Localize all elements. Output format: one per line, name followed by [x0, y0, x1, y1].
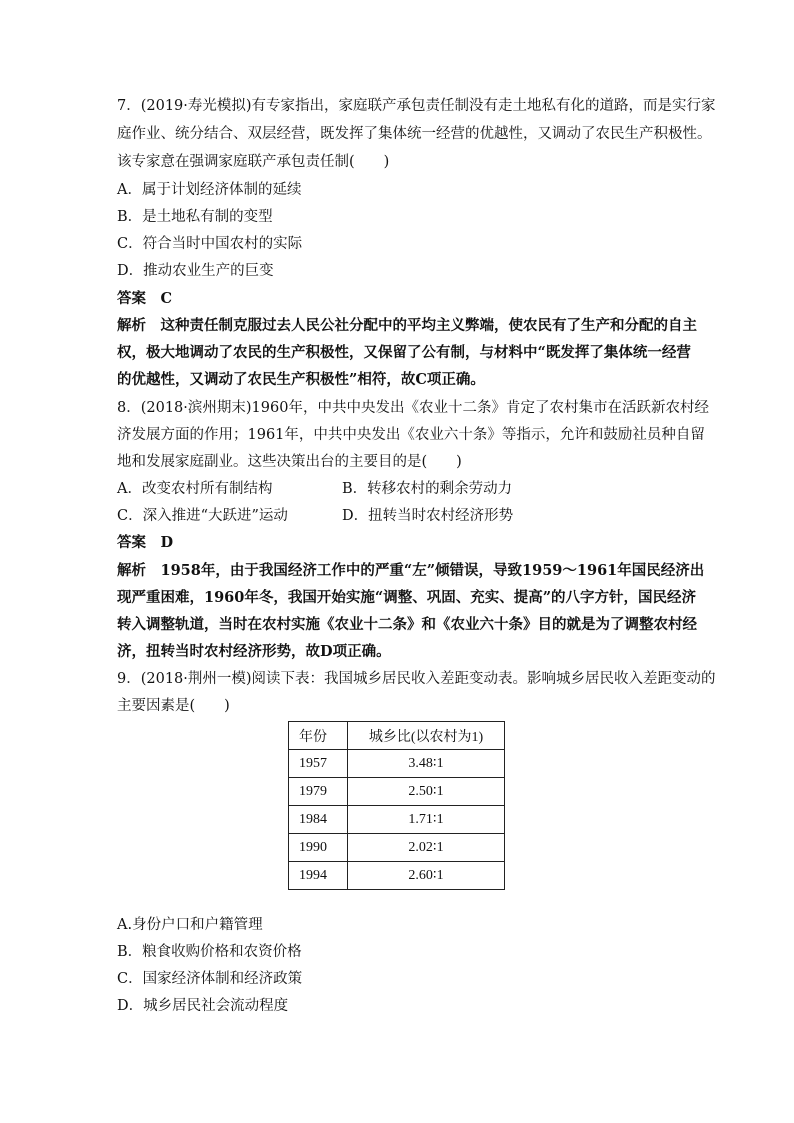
- q8-option-c: C．深入推进“大跃进”运动: [117, 508, 288, 524]
- q8-stem-line3: 地和发展家庭副业。这些决策出台的主要目的是( ): [117, 454, 462, 470]
- table-row: [289, 750, 505, 778]
- q8-explanation-line4: 济，扭转当时农村经济形势，故D项正确。: [117, 643, 391, 660]
- table-row: [289, 862, 505, 890]
- q8-explanation-line2: 现严重困难，1960年冬，我国开始实施“调整、巩固、充实、提高”的八字方针，国民经济: [117, 589, 697, 606]
- q7-option-d: D．推动农业生产的巨变: [117, 263, 274, 279]
- q8-explanation-line1: 解析 1958年，由于我国经济工作中的严重“左”倾错误，导致1959～1961年国民经济出: [117, 562, 705, 579]
- table-cell-year: 1984: [289, 806, 348, 834]
- q9-stem-line1: 9．(2018·荆州一模)阅读下表：我国城乡居民收入差距变动表。影响城乡居民收入差距变动的: [117, 671, 716, 687]
- q9-option-c: C．国家经济体制和经济政策: [117, 971, 303, 987]
- q8-option-a: A．改变农村所有制结构: [117, 481, 273, 497]
- table-cell-year: 1994: [289, 862, 348, 890]
- table-cell-ratio: 2.02∶1: [348, 834, 505, 862]
- q9-option-d: D．城乡居民社会流动程度: [117, 998, 289, 1014]
- table-cell-ratio: 2.50∶1: [348, 778, 505, 806]
- table-cell-ratio: 1.71∶1: [348, 806, 505, 834]
- q7-answer: 答案 C: [117, 290, 173, 307]
- table-cell-year: 1957: [289, 750, 348, 778]
- q7-stem-line2: 庭作业、统分结合、双层经营，既发挥了集体统一经营的优越性，又调动了农民生产积极性。: [117, 126, 712, 142]
- q8-stem-line1: 8．(2018·滨州期末)1960年，中共中央发出《农业十二条》肯定了农村集市在活跃新农村经: [117, 400, 709, 416]
- table-cell-ratio: 3.48∶1: [348, 750, 505, 778]
- table-header-year: 年份: [289, 722, 348, 750]
- q7-stem-line1: 7．(2019·寿光模拟)有专家指出，家庭联产承包责任制没有走土地私有化的道路，而是实行家: [117, 98, 716, 114]
- table-row: [289, 806, 505, 834]
- q7-option-a: A．属于计划经济体制的延续: [117, 182, 302, 198]
- q8-option-b: B．转移农村的剩余劳动力: [342, 481, 513, 497]
- q7-explanation-line1: 解析 这种责任制克服过去人民公社分配中的平均主义弊端，使农民有了生产和分配的自主: [117, 317, 697, 334]
- table-row: [289, 834, 505, 862]
- table-row: [289, 778, 505, 806]
- q9-option-b: B．粮食收购价格和农资价格: [117, 944, 302, 960]
- income-gap-table: [288, 721, 505, 890]
- table-header-ratio: 城乡比(以农村为1): [348, 722, 505, 750]
- q8-answer: 答案 D: [117, 534, 174, 551]
- table-cell-year: 1979: [289, 778, 348, 806]
- q8-option-d: D．扭转当时农村经济形势: [342, 508, 514, 524]
- table-cell-year: 1990: [289, 834, 348, 862]
- q7-stem-line3: 该专家意在强调家庭联产承包责任制( ): [117, 154, 390, 170]
- q8-explanation-line3: 转入调整轨道，当时在农村实施《农业十二条》和《农业六十条》目的就是为了调整农村经: [117, 616, 697, 633]
- table-cell-ratio: 2.60∶1: [348, 862, 505, 890]
- q9-stem-line2: 主要因素是( ): [117, 698, 230, 714]
- q8-stem-line2: 济发展方面的作用；1961年，中共中央发出《农业六十条》等指示，允许和鼓励社员种自留: [117, 427, 705, 443]
- q9-option-a: A.身份户口和户籍管理: [117, 917, 263, 933]
- table-header-row: [289, 722, 505, 750]
- q7-explanation-line2: 权，极大地调动了农民的生产积极性，又保留了公有制，与材料中“既发挥了集体统一经营: [117, 344, 691, 361]
- q7-option-c: C．符合当时中国农村的实际: [117, 236, 303, 252]
- q7-explanation-line3: 的优越性，又调动了农民生产积极性”相符，故C项正确。: [117, 371, 485, 388]
- q7-option-b: B．是土地私有制的变型: [117, 209, 273, 225]
